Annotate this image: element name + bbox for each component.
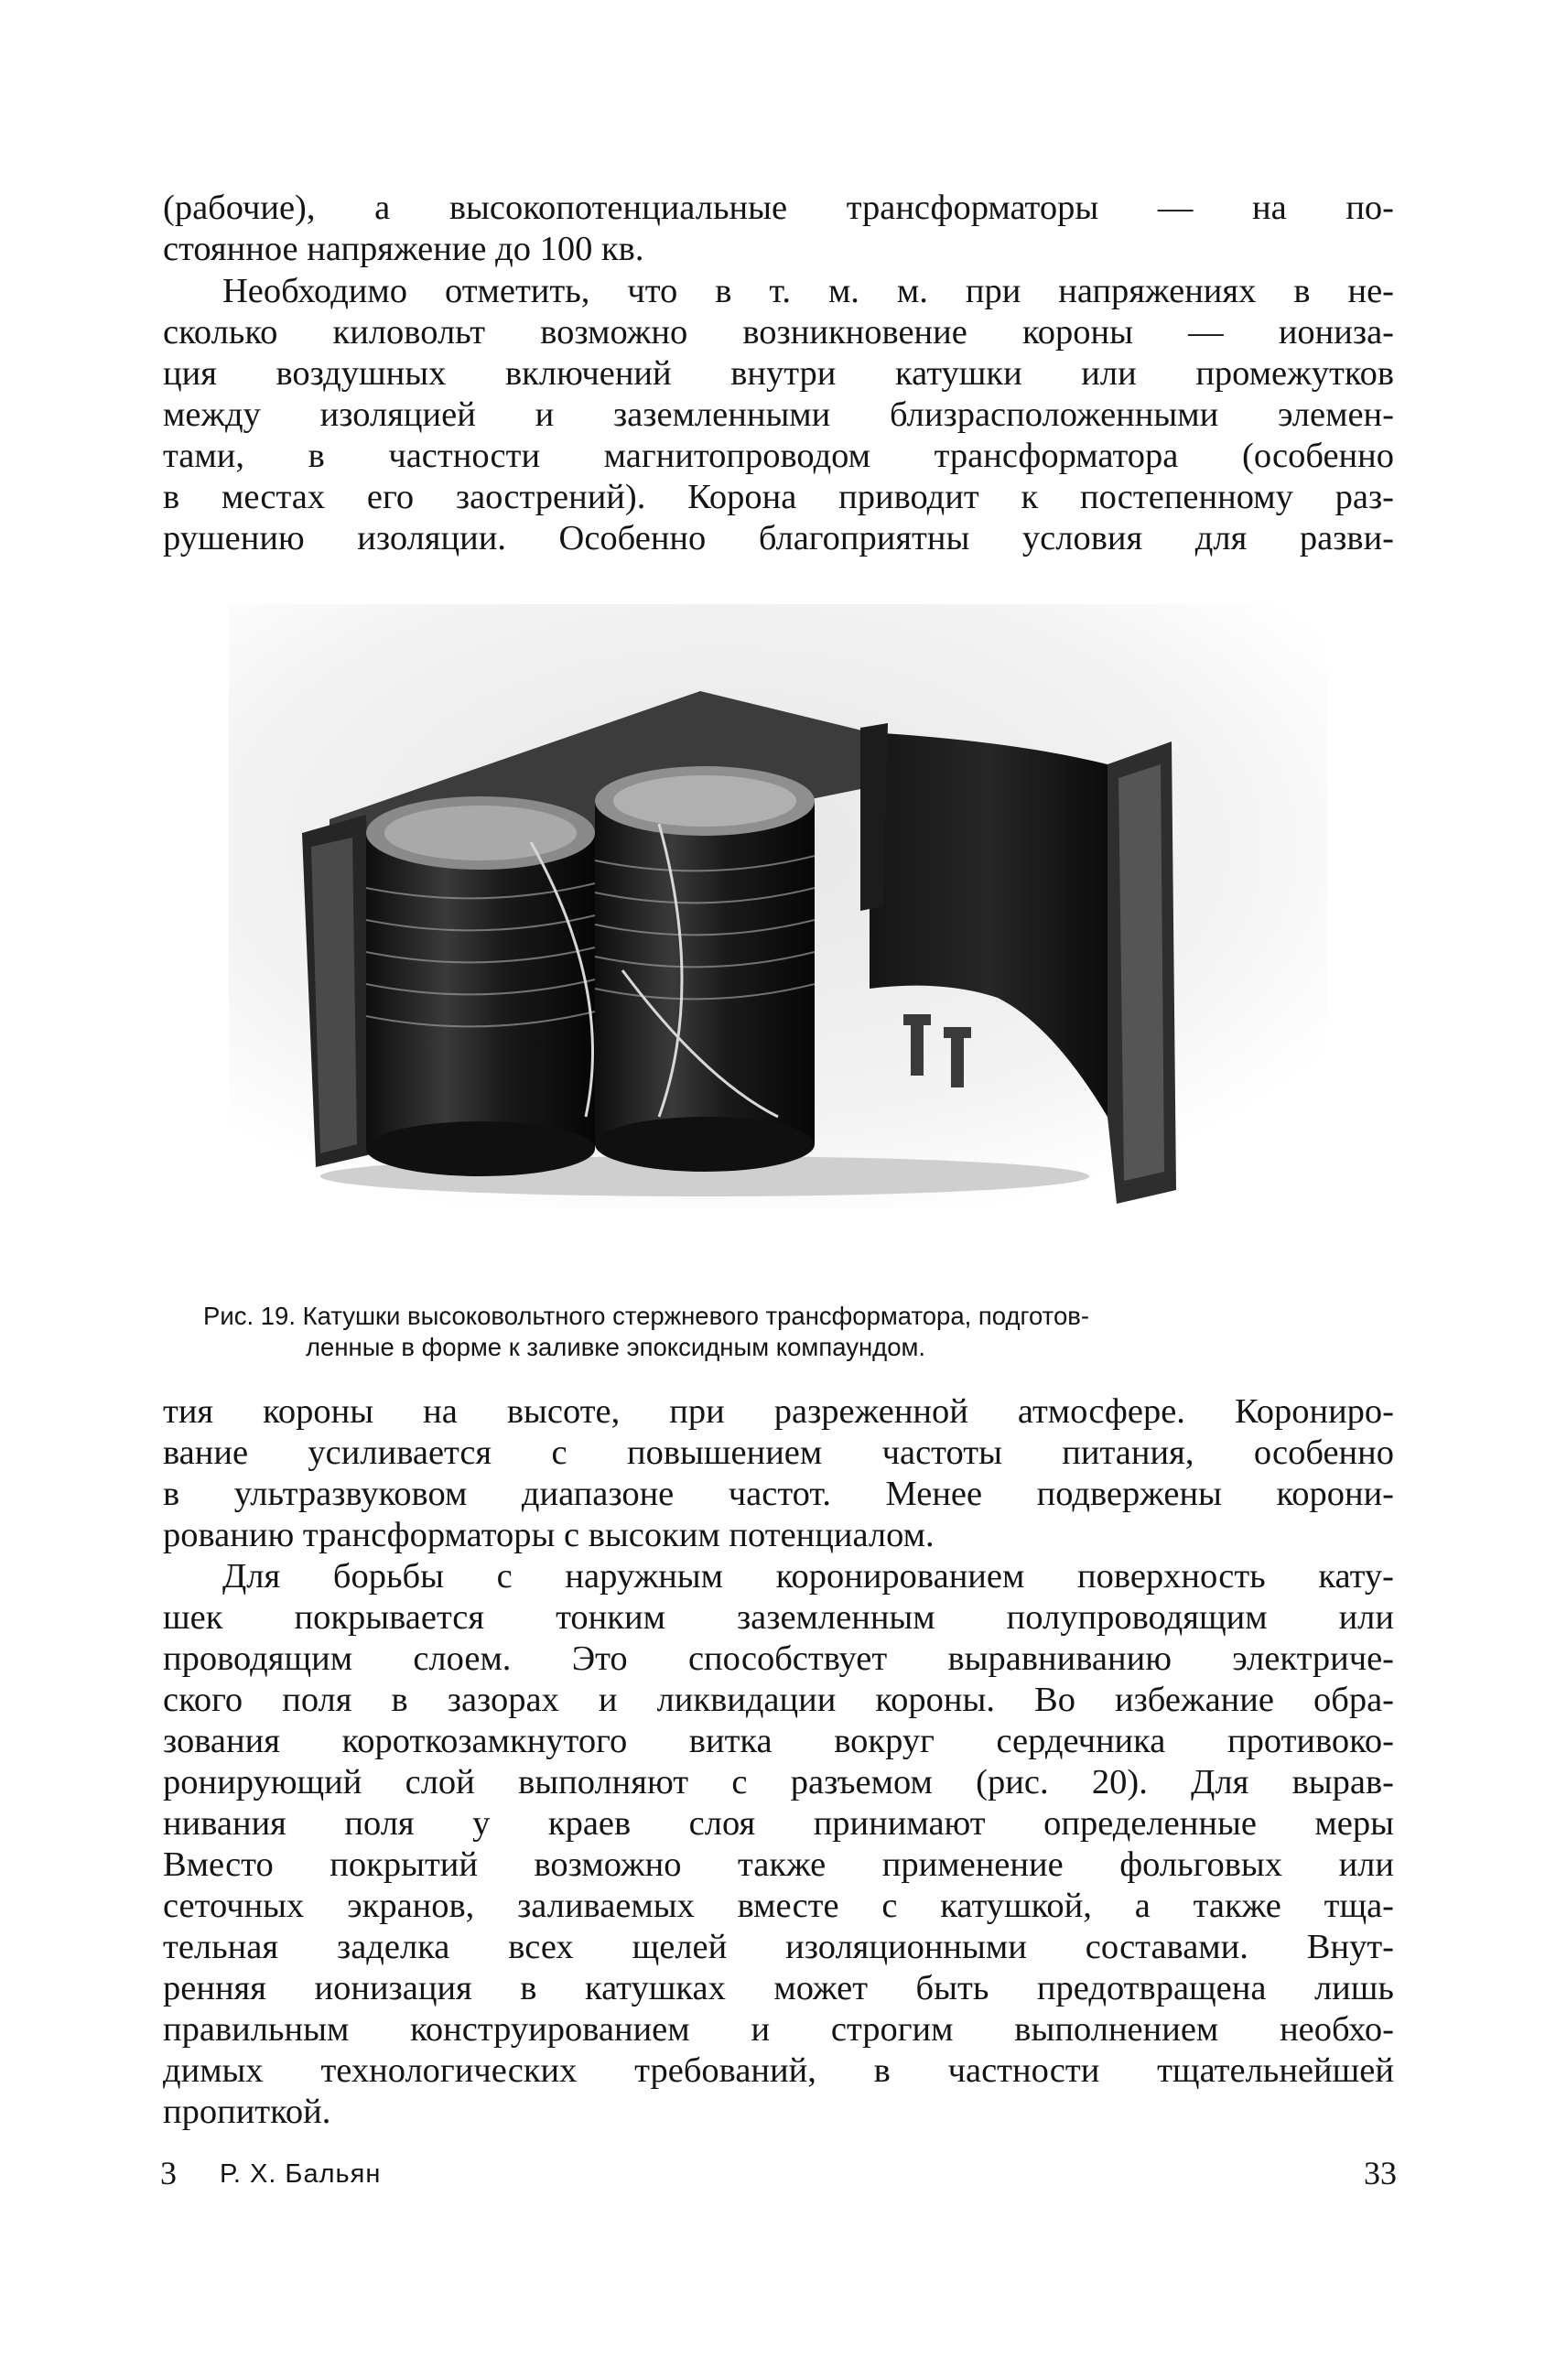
text-line: в ультразвуковом диапазоне частот. Менее подвержены корони- xyxy=(163,1475,1394,1513)
paragraph-2 xyxy=(163,271,1394,559)
text-line: в местах его заострений). Корона приводит к постепенному раз- xyxy=(163,478,1394,516)
text-line: ренняя ионизация в катушках может быть предотвращена лишь xyxy=(163,1969,1394,2007)
text-line: тами, в частности магнитопроводом трансформатора (особенно xyxy=(163,437,1394,475)
text-line: вание усиливается с повышением частоты питания, особенно xyxy=(163,1433,1394,1472)
caption-line: Рис. 19. Катушки высоковольтного стержневого трансформатора, подготов- xyxy=(203,1302,1090,1330)
page-number: 33 xyxy=(1364,2155,1397,2191)
paragraph-1 xyxy=(163,188,1394,270)
text-line: стоянное напряжение до 100 кв. xyxy=(163,230,644,268)
text-line: зования короткозамкнутого витка вокруг сердечника противоко- xyxy=(163,1722,1394,1760)
text-line: ронирующий слой выполняют с разъемом (рис. 20). Для вырав- xyxy=(163,1763,1394,1801)
text-line: (рабочие), а высокопотенциальные трансформаторы — на по- xyxy=(163,189,1394,227)
paragraph-4 xyxy=(163,1556,1394,2133)
text-line: тия короны на высоте, при разреженной атмосфере. Корониро- xyxy=(163,1392,1394,1431)
text-line: Для борьбы с наружным коронированием поверхность кату- xyxy=(222,1557,1394,1596)
text-line: тельная заделка всех щелей изоляционными составами. Внут- xyxy=(163,1928,1394,1966)
text-line: сколько киловольт возможно возникновение короны — иониза- xyxy=(163,313,1394,352)
caption-line: ленные в форме к заливке эпоксидным компаундом. xyxy=(306,1333,926,1361)
figure-caption xyxy=(203,1301,1389,1363)
text-line: пропиткой. xyxy=(163,2093,331,2131)
text-line: правильным конструированием и строгим выполнением необхо- xyxy=(163,2010,1394,2049)
paragraph-3 xyxy=(163,1391,1394,1556)
page-footer xyxy=(0,2154,1556,2200)
text-line: шек покрывается тонким заземленным полупроводящим или xyxy=(163,1598,1394,1637)
author-name: Р. Х. Бальян xyxy=(220,2159,382,2189)
text-line: между изоляцией и заземленными близрасположенными элемен- xyxy=(163,395,1394,434)
figure-photo xyxy=(229,604,1327,1208)
text-line: сеточных экранов, заливаемых вместе с катушкой, а также тща- xyxy=(163,1887,1394,1925)
text-line: Необходимо отметить, что в т. м. м. при напряжениях в не- xyxy=(222,272,1394,310)
text-line: ского поля в зазорах и ликвидации короны. Во избежание обра- xyxy=(163,1681,1394,1719)
text-line: нивания поля у краев слоя принимают определенные меры xyxy=(163,1804,1394,1843)
text-line: рованию трансформаторы с высоким потенциалом. xyxy=(163,1516,935,1554)
text-line: димых технологических требований, в частности тщательнейшей xyxy=(163,2051,1394,2090)
transformer-coils-photo xyxy=(229,604,1327,1208)
text-line: Вместо покрытий возможно также применение фольговых или xyxy=(163,1845,1394,1884)
text-line: ция воздушных включений внутри катушки или промежутков xyxy=(163,354,1394,393)
text-line: рушению изоляции. Особенно благоприятны условия для разви- xyxy=(163,519,1394,557)
signature-mark: 3 xyxy=(160,2155,177,2191)
text-line: проводящим слоем. Это способствует выравниванию электриче- xyxy=(163,1639,1394,1678)
